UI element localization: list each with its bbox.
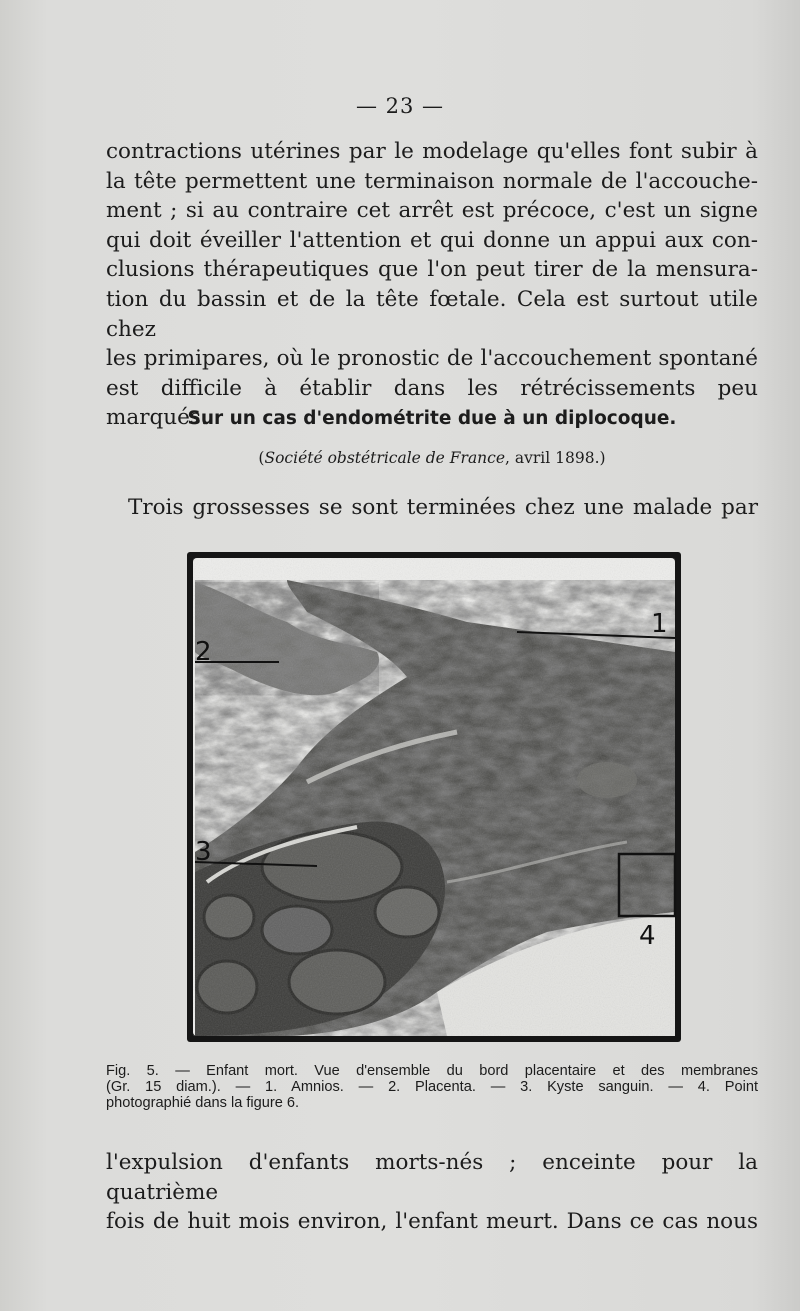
section-title: Sur un cas d'endométrite due à un diplocoque.	[187, 408, 677, 429]
text-line: fois de huit mois environ, l'enfant meurt. Dans ce cas nous	[106, 1209, 758, 1235]
text-line: ment ; si au contraire cet arrêt est précoce, c'est un signe	[106, 198, 758, 224]
photograph-drawing	[187, 552, 681, 1042]
source-citation	[106, 449, 758, 467]
caption-line: Fig. 5. — Enfant mort. Vue d'ensemble du bord placentaire et des membranes	[106, 1063, 758, 1079]
caption-line: photographié dans la figure 6.	[106, 1095, 300, 1111]
paragraph-2: Trois grossesses se sont terminées chez une malade par	[128, 495, 758, 520]
figure-caption	[106, 1063, 758, 1111]
page-number: — 23 —	[355, 94, 445, 118]
source-close: )	[599, 449, 606, 467]
text-line: contractions utérines par le modelage qu'elles font subir à	[106, 139, 758, 164]
figure-label-4: 4	[639, 921, 656, 951]
source-date: , avril 1898.	[505, 449, 600, 467]
text-line: l'expulsion d'enfants morts-nés ; enceinte pour la quatrième	[106, 1150, 758, 1205]
paragraph-1	[106, 137, 758, 433]
source-society: Société obstétricale de France	[264, 449, 506, 467]
paragraph-3	[106, 1148, 758, 1237]
text-line: la tête permettent une terminaison normale de l'accouche-	[106, 168, 758, 194]
histology-photograph	[187, 552, 681, 1042]
caption-line: (Gr. 15 diam.). — 1. Amnios. — 2. Placenta. — 3. Kyste sanguin. — 4. Point	[106, 1079, 758, 1095]
figure-label-1: 1	[651, 609, 668, 639]
text-line: clusions thérapeutiques que l'on peut tirer de la mensura-	[106, 257, 758, 283]
text-line: qui doit éveiller l'attention et qui donne un appui aux con-	[106, 227, 758, 253]
source-open: (	[258, 449, 265, 467]
text-line: tion du bassin et de la tête fœtale. Cela est surtout utile chez	[106, 286, 758, 342]
figure-label-3: 3	[195, 837, 212, 867]
figure-label-2: 2	[195, 637, 212, 667]
text-line: les primipares, où le pronostic de l'accouchement spontané	[106, 346, 758, 372]
text-line: est difficile à établir dans les rétrécissements peu marqués.	[106, 375, 758, 431]
